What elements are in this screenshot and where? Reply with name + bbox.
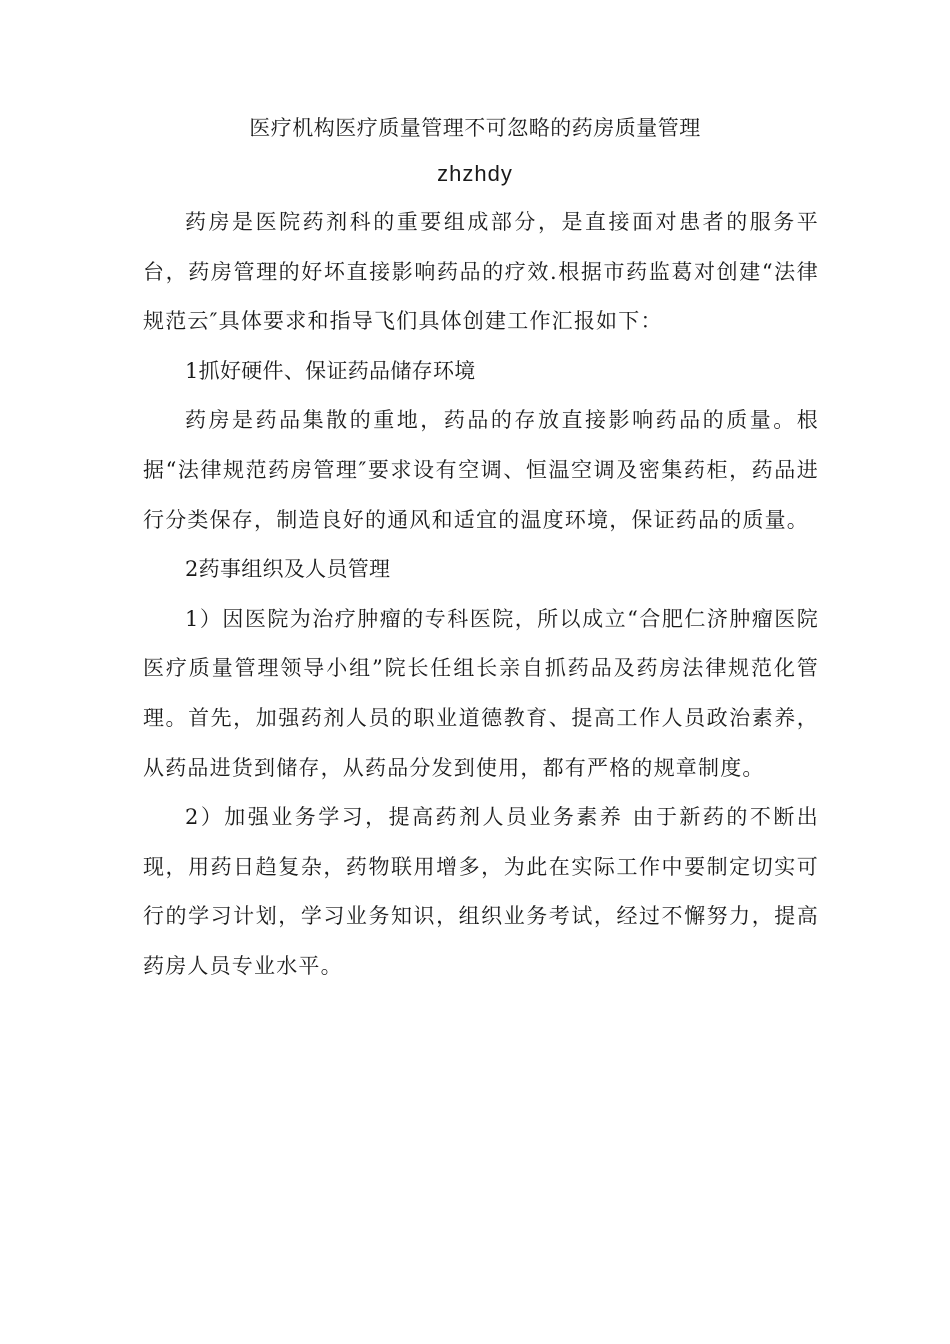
section-heading-1: 1抓好硬件、保证药品储存环境: [185, 358, 476, 383]
paragraph-training: 2）加强业务学习，提高药剂人员业务素养 由于新药的不断出现，用药日趋复杂，药物联用增多，为此在实际工作中要制定切实可行的学习计划，学习业务知识，组织业务考试，经过不懈努力，提高药房人员专业水平。: [143, 805, 819, 978]
paragraph-organization: 1）因医院为治疗肿瘤的专科医院，所以成立“合肥仁济肿瘤医院医疗质量管理领导小组”院长任组长亲自抓药品及药房法律规范化管理。首先，加强药剂人员的职业道德教育、提高工作人员政治素养，从药品进货到储存，从药品分发到使用，都有严格的规章制度。: [143, 606, 819, 780]
paragraph-intro: 药房是医院药剂科的重要组成部分，是直接面对患者的服务平台，药房管理的好坏直接影响药品的疗效.根据市药监葛对创建“法律规范云″具体要求和指导飞们具体创建工作汇报如下：: [143, 210, 819, 334]
document-body: [143, 198, 819, 992]
document-author: zhzhdy: [437, 161, 513, 186]
paragraph-storage: 药房是药品集散的重地，药品的存放直接影响药品的质量。根据“法律规范药房管理″要求设有空调、恒温空调及密集药柜，药品进行分类保存，制造良好的通风和适宜的温度环境，保证药品的质量。: [143, 408, 819, 532]
section-heading-2: 2药事组织及人员管理: [185, 557, 391, 582]
document-title: 医疗机构医疗质量管理不可忽略的药房质量管理: [249, 116, 701, 140]
